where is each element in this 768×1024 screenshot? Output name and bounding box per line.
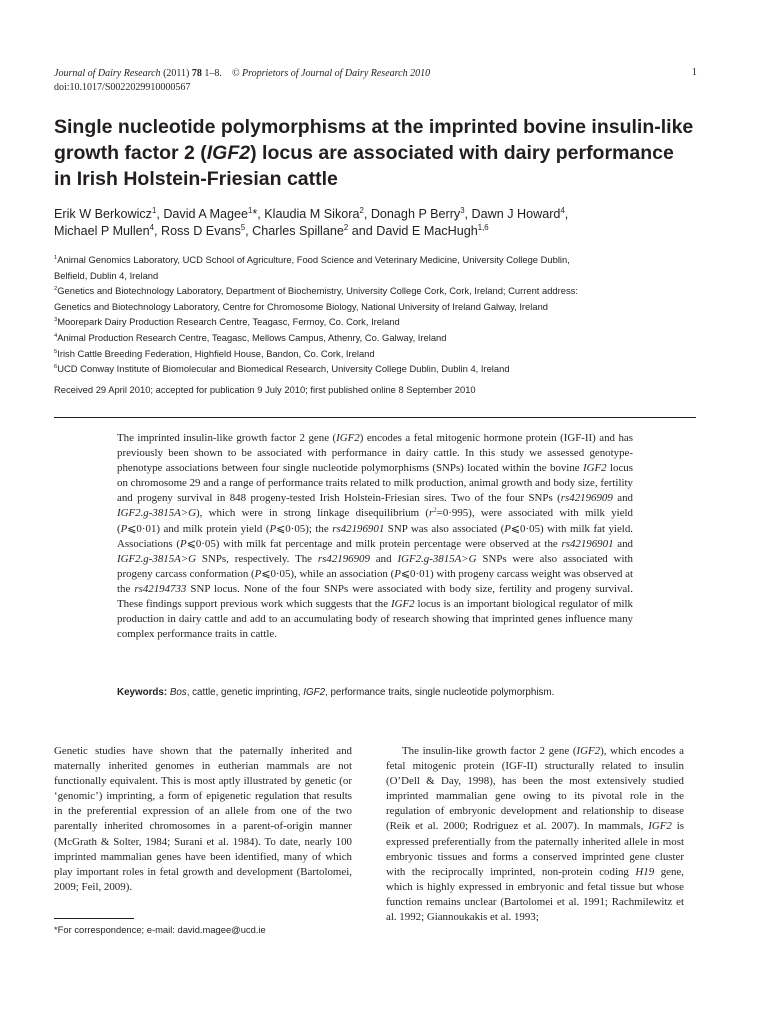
text-run: The imprinted insulin-like growth factor 2 gene ( [117, 432, 337, 444]
author-name: David E MacHugh [376, 224, 478, 238]
author-name: David A Magee [163, 207, 249, 221]
author-name: Klaudia M Sikora [264, 207, 360, 221]
text-run: and [612, 492, 633, 505]
volume: 78 [191, 68, 202, 79]
affiliation-number: 3 [54, 317, 58, 324]
italic-term: IGF2 [336, 432, 360, 444]
text-run: , performance traits, single nucleotide polymorphism. [325, 687, 555, 698]
author-name: Michael P Mullen [54, 224, 150, 238]
keywords-list [167, 687, 554, 698]
italic-term: IGF2.g-3815A>G [397, 552, 477, 565]
affiliation-line [54, 268, 718, 284]
affiliation-line [54, 299, 718, 315]
text-run: ⩽0·05) with milk fat percentage and milk protein percentage were observed at the [186, 537, 562, 550]
italic-term: IGF2 [391, 598, 415, 611]
text-run: SNPs were also associated with progeny carcass conformation ( [117, 552, 633, 580]
text-run: Genetic studies have shown that the paternally inherited and maternally inherited genomes in eutherian mammals are not functionally equivalent. This is most aptly illustrated by genetic (or ‘genomic’) imprinting, a form of epigenetic regulation that results in the preferential expression of an allele from one of the two parentally inherited chromosomes in a parent-of-origin manner (McGrath & Solter, 1984; Surani et al. 1984). To date, nearly 100 imprinted mammalian genes have been identified, many of which play important roles in fetal growth and development (Bartolomei, 2009; Feil, 2009). [54, 745, 352, 893]
pages: 1–8. [201, 68, 222, 79]
affiliation-text: Irish Cattle Breeding Federation, Highfield House, Bandon, Co. Cork, Ireland [57, 347, 375, 359]
footnote-divider [54, 918, 134, 919]
author-name: Donagh P Berry [370, 207, 461, 221]
author-affiliation-ref: 5 [240, 222, 246, 232]
italic-term: P [254, 567, 262, 580]
author-separator: , [564, 207, 569, 221]
italic-term: rs42196901 [561, 537, 614, 550]
author-separator: , [245, 224, 253, 238]
author-name: Dawn J Howard [471, 207, 561, 221]
author [472, 207, 569, 221]
section-divider [54, 417, 696, 418]
italic-term: IGF2 [303, 687, 326, 698]
text-run: and [369, 552, 398, 565]
italic-term: r [429, 507, 434, 520]
author-separator: , [257, 207, 265, 221]
italic-term: rs42196909 [317, 552, 370, 565]
affiliation-line [54, 330, 718, 346]
italic-term: rs42196901 [332, 522, 385, 535]
article-title [54, 114, 694, 192]
affiliation-line [54, 361, 718, 377]
italic-term: rs42194733 [134, 582, 187, 595]
affiliation-number: 1 [54, 254, 58, 261]
title-text-1: Single nucleotide polymorphisms at the imprinted bovine insulin-like growth factor 2 ( [54, 116, 694, 164]
keywords [117, 687, 637, 698]
affiliation-number: 5 [54, 348, 58, 355]
doi[interactable]: doi:10.1017/S0022029910000567 [54, 82, 191, 93]
copyright: © Proprietors of Journal of Dairy Research 2010 [231, 68, 431, 79]
running-head [54, 67, 430, 95]
text-run: ⩽0·01) with progeny carcass weight was observed at the [117, 567, 634, 595]
body-column-left [54, 744, 352, 895]
author [252, 224, 376, 238]
italic-term: IGF2 [576, 745, 601, 757]
author [376, 224, 488, 238]
affiliation-text: Genetics and Biotechnology Laboratory, Centre for Chromosome Biology, National University of Ireland Galway, Ireland [54, 300, 548, 312]
corresponding-author-mark: * [252, 207, 258, 221]
affiliation-text: Genetics and Biotechnology Laboratory, Department of Biochemistry, University College Cork, Cork, Ireland; Current address: [57, 285, 578, 297]
author-affiliation-ref: 2 [359, 205, 364, 215]
keywords-label: Keywords: [117, 687, 168, 698]
text-run: , cattle, genetic imprinting, [186, 687, 304, 698]
text-run: locus on chromosome 29 and a range of performance traits related to milk production, animal growth and body size, fertility and progeny survival in 848 progeny-tested Irish Holstein-Friesian sires. Two of the four SNPs ( [117, 462, 633, 505]
author-separator: , [154, 224, 162, 238]
title-text-2: ) locus are associated with dairy performance in Irish Holstein-Friesian cattle [54, 142, 674, 190]
author-affiliation-ref: 3 [460, 205, 465, 215]
affiliation-text: Moorepark Dairy Production Research Centre, Teagasc, Fermoy, Co. Cork, Ireland [57, 316, 400, 328]
year: (2011) [160, 68, 192, 79]
italic-term: H19 [635, 865, 655, 878]
text-run: locus is an important biological regulator of milk production in dairy cattle and add to an accumulating body of research showing that imprinted genes influence many complex performance traits in cattle. [117, 598, 633, 641]
superscript: 2 [433, 506, 437, 514]
text-run: =0·995), were associated with milk yield ( [117, 507, 633, 535]
abstract [117, 431, 633, 642]
text-run: The insulin-like growth factor 2 gene ( [402, 745, 577, 757]
text-run: ), which were in strong linkage disequilibrium ( [196, 507, 430, 520]
author-separator: , [464, 207, 472, 221]
text-run: is expressed preferentially from the paternally inherited allele in most embryonic tissues and forms a conserved imprinted gene cluster with the reciprocally imprinted, non-protein coding [386, 820, 684, 878]
text-run: SNPs, respectively. The [196, 552, 318, 565]
author-affiliation-ref: 1,6 [477, 222, 489, 232]
affiliation-line [54, 314, 718, 330]
text-run: and [613, 537, 634, 550]
italic-term: rs42196909 [560, 492, 613, 505]
author-name: Charles Spillane [252, 224, 344, 238]
affiliation-text: Belfield, Dublin 4, Ireland [54, 269, 159, 281]
author-separator: , [363, 207, 371, 221]
italic-term: P [180, 537, 187, 550]
italic-term: P [394, 567, 401, 580]
text-run: SNP was also associated ( [384, 522, 505, 535]
text-run: ⩽0·05); the [276, 522, 333, 535]
author-separator: , [156, 207, 164, 221]
author-list [54, 206, 714, 240]
text-run: ) encodes a fetal mitogenic hormone protein (IGF-II) and has previously been shown to be associated with performance in dairy cattle. In this study we assessed genotype-phenotype associations between four single nucleotide polymorphisms (SNPs) located within the bovine [117, 432, 633, 475]
body-column-right [386, 744, 684, 925]
author-affiliation-ref: 4 [149, 222, 155, 232]
author-affiliation-ref: 1 [151, 205, 157, 215]
affiliation-line [54, 252, 718, 268]
text-run: ⩽0·05), while an association ( [261, 567, 395, 580]
italic-term: IGF2 [648, 820, 672, 833]
affiliation-list [54, 252, 718, 377]
author [161, 224, 252, 238]
author-affiliation-ref: 2 [343, 222, 349, 232]
page-number: 1 [691, 67, 697, 78]
affiliation-line [54, 346, 718, 362]
author-affiliation-ref: 1 [248, 205, 253, 215]
affiliation-text: Animal Production Research Centre, Teagasc, Mellows Campus, Athenry, Co. Galway, Ireland [57, 331, 447, 343]
journal-name: Journal of Dairy Research [54, 68, 161, 79]
author [371, 207, 472, 221]
italic-term: IGF2 [583, 462, 607, 475]
author [264, 207, 371, 221]
author-name: Ross D Evans [161, 224, 241, 238]
italic-term: P [120, 522, 128, 535]
text-run: ), which encodes a fetal mitogenic protein (IGF-II) structurally related to insulin (O’Dell & Day, 1998), has been the most extensively studied imprinted mammalian gene owing to its pivotal role in the regulation of embryonic development and relationship to disease (Reik et al. 2000; Rodriguez et al. 2007). In mammals, [386, 745, 684, 833]
author-separator: and [348, 224, 377, 238]
author [54, 224, 161, 238]
italic-term: P [269, 522, 277, 535]
text-run: gene, which is highly expressed in embryonic and fetal tissue but whose function remains unclear (Bartolomei et al. 1991; Rachmilewitz et al. 1992; Giannoukakis et al. 1993; [386, 865, 684, 924]
citation-line [54, 67, 430, 81]
text-run: ⩽0·01) and milk protein yield ( [127, 522, 270, 535]
author-affiliation-ref: 4 [560, 205, 565, 215]
italic-term: IGF2.g-3815A>G [117, 507, 197, 520]
text-run: ⩽0·05) with milk fat yield. Associations ( [117, 522, 633, 550]
affiliation-number: 2 [54, 286, 58, 293]
author [54, 207, 163, 221]
correspondence-footnote: *For correspondence; e-mail: david.magee@ucd.ie [54, 924, 266, 935]
title-gene: IGF2 [206, 142, 251, 164]
affiliation-number: 4 [54, 332, 58, 339]
italic-term: IGF2.g-3815A>G [117, 552, 197, 565]
author-name: Erik W Berkowicz [54, 207, 152, 221]
affiliation-text: Animal Genomics Laboratory, UCD School of Agriculture, Food Science and Veterinary Medicine, University College Dublin, [57, 254, 570, 265]
affiliation-text: UCD Conway Institute of Biomolecular and Biomedical Research, University College Dublin, Dublin 4, Ireland [57, 363, 510, 375]
affiliation-line [54, 283, 718, 299]
italic-term: P [504, 522, 511, 535]
affiliation-number: 6 [54, 364, 58, 371]
text-run: SNP locus. None of the four SNPs were associated with body size, fertility and progeny survival. These findings support previous work which suggests that the [117, 582, 633, 611]
italic-term: Bos [169, 687, 187, 698]
author [163, 207, 264, 221]
received-dates: Received 29 April 2010; accepted for publication 9 July 2010; first published online 8 September 2010 [54, 384, 476, 395]
